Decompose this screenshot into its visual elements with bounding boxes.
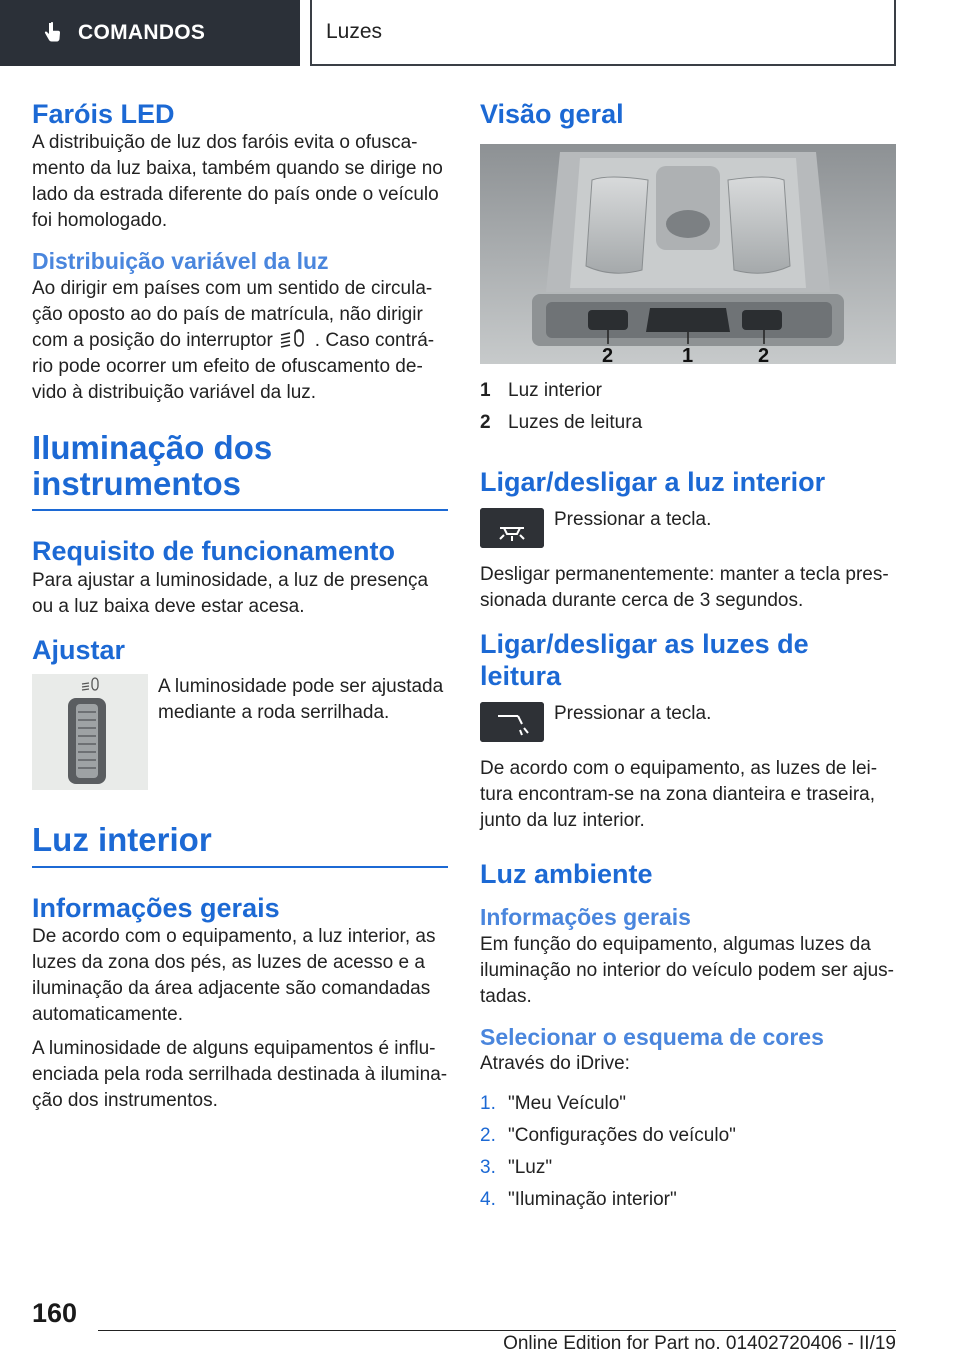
heading-farois-led: Faróis LED (32, 99, 175, 129)
step-item (480, 1155, 896, 1181)
heading-ajustar: Ajustar (32, 634, 126, 665)
paragraph-distribuicao-variavel (32, 276, 448, 406)
step-item (480, 1123, 896, 1149)
paragraph-info-1: De acordo com o equipamento, a luz interior, as luzes da zona dos pés, as luzes de acesso e a iluminação da área adjacente são comandadas automaticamente. (32, 926, 436, 1026)
step-num: 3. (480, 1157, 496, 1179)
heading-ambiente-info: Informações gerais (480, 903, 691, 930)
pointing-hand-icon (40, 21, 64, 45)
paragraph-farois-led: A distribuição de luz dos faróis evita o ofusca-mento da luz baixa, também quando se dirige no lado da estrada diferente do país onde o veículo foi homologado. (32, 132, 443, 232)
legend-list (480, 378, 896, 436)
step-label: "Iluminação interior" (508, 1189, 677, 1211)
press-key-text: Pressionar a tecla. (554, 702, 712, 724)
reading-light-block (480, 701, 896, 742)
legend-label: Luzes de leitura (508, 412, 643, 434)
headlight-switch-icon (279, 329, 309, 353)
section-tab-label: COMANDOS (78, 21, 206, 44)
heading-iluminacao-instrumentos: Iluminação dos instrumentos (32, 430, 448, 511)
heading-esquema-cores: Selecionar o esquema de cores (480, 1023, 824, 1050)
legend-item (480, 410, 896, 436)
legend-label: Luz interior (508, 380, 602, 402)
step-num: 1. (480, 1093, 496, 1115)
left-column (32, 98, 448, 1114)
paragraph-info-2: A luminosidade de alguns equipamentos é influ-enciada pela roda serrilhada destinada à ilumina-ção dos instrumentos. (32, 1038, 448, 1112)
step-num: 4. (480, 1189, 496, 1211)
topic-label: Luzes (326, 20, 383, 43)
paragraph-ambiente-info: Em função do equipamento, algumas luzes da iluminação no interior do veículo podem ser ajus-tadas. (480, 933, 894, 1007)
paragraph-idrive: Através do iDrive: (480, 1053, 630, 1075)
paragraph-text-a: Ao dirigir em países com um sentido de circula-ção oposto ao do país de matrícula, não dirigir com a posição do interruptor (32, 277, 433, 351)
heading-ligar-luz-interior: Ligar/desligar a luz interior (480, 467, 826, 498)
paragraph-ajustar: A luminosidade pode ser ajustada mediante a roda serrilhada. (158, 676, 444, 724)
heading-informacoes-gerais: Informações gerais (32, 892, 280, 923)
heading-visao-geral: Visão geral (480, 99, 624, 129)
heading-distribuicao-variavel: Distribuição variável da luz (32, 248, 329, 275)
heading-luz-ambiente: Luz ambiente (480, 858, 653, 889)
step-item (480, 1091, 896, 1117)
heading-requisito: Requisito de funcionamento (32, 536, 396, 567)
footer-divider (98, 1330, 896, 1331)
paragraph-requisito: Para ajustar a luminosidade, a luz de presença ou a luz baixa deve estar acesa. (32, 569, 429, 617)
interior-light-block (480, 507, 896, 548)
paragraph-interior-permanent: Desligar permanentemente: manter a tecla pres-sionada durante cerca de 3 segundos. (480, 563, 889, 611)
step-label: "Luz" (508, 1157, 553, 1179)
photo-callout-center: 1 (682, 345, 694, 365)
photo-callout-left: 2 (602, 345, 614, 365)
overhead-console-photo (480, 144, 896, 364)
paragraph-reading-lights: De acordo com o equipamento, as luzes de lei-tura encontram-se na zona dianteira e traseira, junto da luz interior. (480, 757, 878, 831)
topic-tab (310, 0, 896, 66)
thumbwheel-image (32, 674, 148, 790)
footer-edition: Online Edition for Part no. 01402720406 - II/19 (503, 1333, 896, 1354)
page-number: 160 (32, 1298, 78, 1328)
legend-item (480, 378, 896, 404)
paragraph-text-b: . Caso contrá-rio pode ocorrer um efeito de ofuscamento de-vido à distribuição variável da luz. (32, 329, 435, 403)
right-column (480, 98, 896, 1219)
idrive-steps (480, 1091, 896, 1213)
step-item (480, 1187, 896, 1213)
press-key-text: Pressionar a tecla. (554, 508, 712, 530)
legend-num: 2 (480, 412, 491, 434)
section-tab-comandos[interactable] (0, 0, 300, 66)
interior-light-button-icon (480, 508, 544, 548)
heading-ligar-luzes-leitura: Ligar/desligar as luzes de leitura (480, 628, 809, 692)
adjust-block (32, 674, 448, 790)
heading-luz-interior: Luz interior (32, 822, 448, 868)
step-num: 2. (480, 1125, 496, 1147)
legend-num: 1 (480, 380, 491, 402)
step-label: "Meu Veículo" (508, 1093, 627, 1115)
photo-callout-right: 2 (758, 345, 770, 365)
step-label: "Configurações do veículo" (508, 1125, 736, 1147)
reading-light-button-icon (480, 702, 544, 742)
